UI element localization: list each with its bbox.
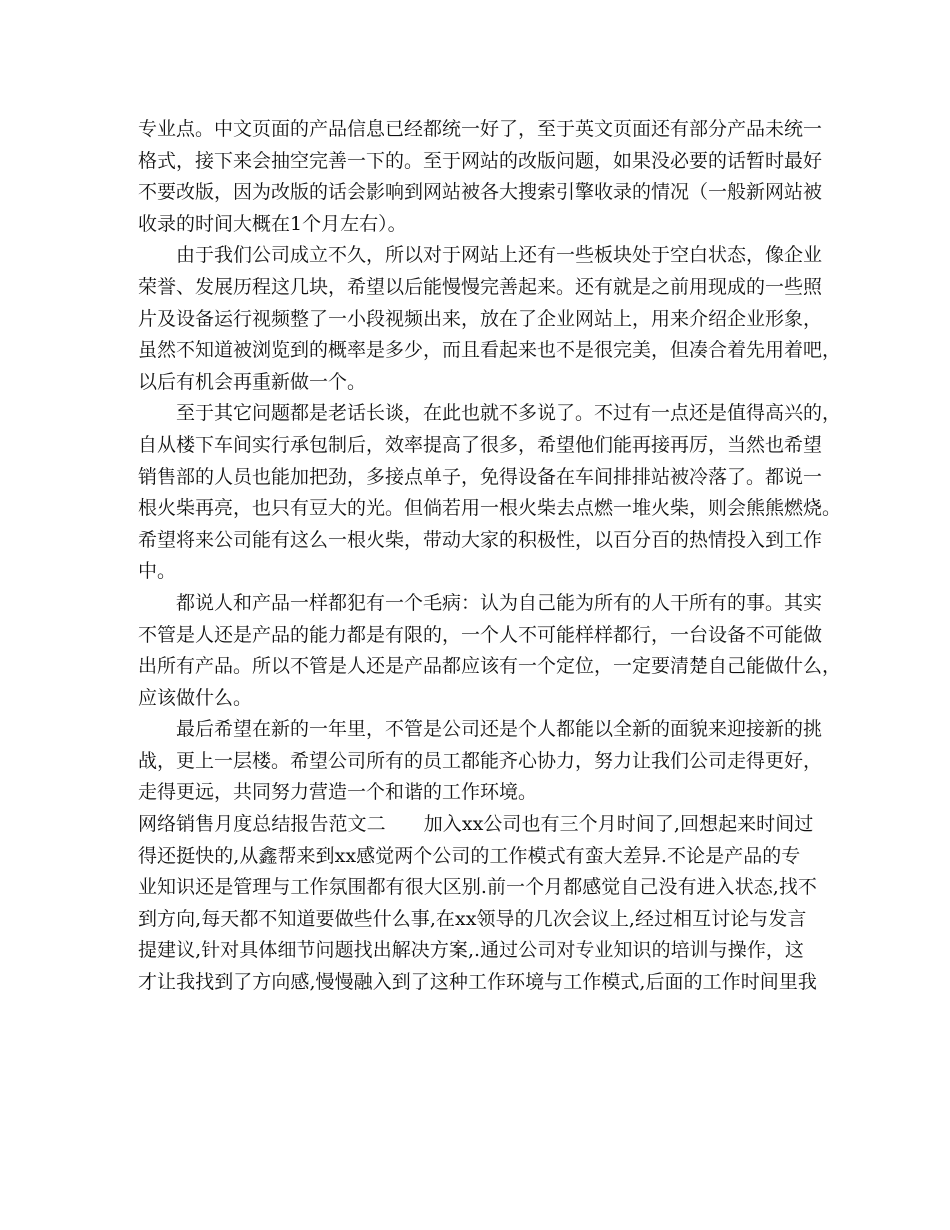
text-line: 应该做什么。 bbox=[138, 686, 253, 709]
paragraph-new-year-wishes bbox=[138, 714, 828, 809]
text-line: 荣誉、发展历程这几块，希望以后能慢慢完善起来。还有就是之前用现成的一些照 bbox=[138, 275, 823, 298]
text-line: 虽然不知道被浏览到的概率是多少，而且看起来也不是很完美，但凑合着先用着吧， bbox=[138, 339, 842, 362]
text-line: 都说人和产品一样都犯有一个毛病：认为自己能为所有的人干所有的事。其实 bbox=[176, 591, 823, 614]
text-line: 才让我找到了方向感,慢慢融入到了这种工作环境与工作模式,后面的工作时间里我 bbox=[138, 971, 817, 994]
text-line: 得还挺快的,从鑫帮来到xx感觉两个公司的工作模式有蛮大差异.不论是产品的专 bbox=[138, 844, 801, 867]
text-line: 提建议,针对具体细节问题找出解决方案,.通过公司对专业知识的培训与操作，这 bbox=[138, 939, 804, 962]
text-line: 自从楼下车间实行承包制后，效率提高了很多，希望他们能再接再厉，当然也希望 bbox=[138, 433, 823, 456]
text-line: 战，更上一层楼。希望公司所有的员工都能齐心协力，努力让我们公司走得更好， bbox=[138, 749, 823, 772]
text-line: 中。 bbox=[138, 560, 177, 583]
text-line: 至于其它问题都是老话长谈，在此也就不多说了。不过有一点还是值得高兴的， bbox=[176, 402, 842, 425]
paragraph-other-issues bbox=[138, 398, 842, 588]
paragraph-website-blank-sections bbox=[138, 240, 842, 398]
text-line: 网络销售月度总结报告范文二 加入xx公司也有三个月时间了,回想起来时间过 bbox=[138, 813, 814, 836]
text-line: 格式，接下来会抽空完善一下的。至于网站的改版问题，如果没必要的话暂时最好 bbox=[138, 149, 823, 172]
text-line: 收录的时间大概在1个月左右）。 bbox=[138, 212, 407, 235]
text-line: 片及设备运行视频整了一小段视频出来，放在了企业网站上，用来介绍企业形象， bbox=[138, 307, 823, 330]
paragraph-website-product-info bbox=[138, 114, 828, 240]
text-line: 专业点。中文页面的产品信息已经都统一好了，至于英文页面还有部分产品未统一 bbox=[138, 118, 823, 140]
text-line: 不要改版，因为改版的话会影响到网站被各大搜索引擎收录的情况（一般新网站被 bbox=[138, 181, 823, 204]
document-body bbox=[138, 114, 842, 999]
text-line: 最后希望在新的一年里，不管是公司还是个人都能以全新的面貌来迎接新的挑 bbox=[176, 718, 823, 741]
text-line: 销售部的人员也能加把劲，多接点单子，免得设备在车间排排站被冷落了。都说一 bbox=[138, 465, 823, 488]
text-line: 业知识还是管理与工作氛围都有很大区别.前一个月都感觉自己没有进入状态,找不 bbox=[138, 876, 817, 899]
text-line: 由于我们公司成立不久，所以对于网站上还有一些板块处于空白状态，像企业 bbox=[176, 244, 823, 267]
text-line: 出所有产品。所以不管是人还是产品都应该有一个定位，一定要清楚自己能做什么， bbox=[138, 655, 842, 678]
text-line: 不管是人还是产品的能力都是有限的，一个人不可能样样都行，一台设备不可能做 bbox=[138, 623, 823, 646]
text-line: 到方向,每天都不知道要做些什么事,在xx领导的几次会议上,经过相互讨论与发言 bbox=[138, 907, 807, 930]
text-line: 希望将来公司能有这么一根火柴，带动大家的积极性，以百分百的热情投入到工作 bbox=[138, 528, 823, 551]
paragraph-positioning bbox=[138, 588, 842, 714]
text-line: 走得更远，共同努力营造一个和谐的工作环境。 bbox=[138, 781, 538, 804]
text-line: 根火柴再亮，也只有豆大的光。但倘若用一根火柴去点燃一堆火柴，则会熊熊燃烧。 bbox=[138, 497, 842, 520]
text-line: 以后有机会再重新做一个。 bbox=[138, 370, 367, 393]
paragraph-report-sample-two bbox=[138, 809, 828, 999]
